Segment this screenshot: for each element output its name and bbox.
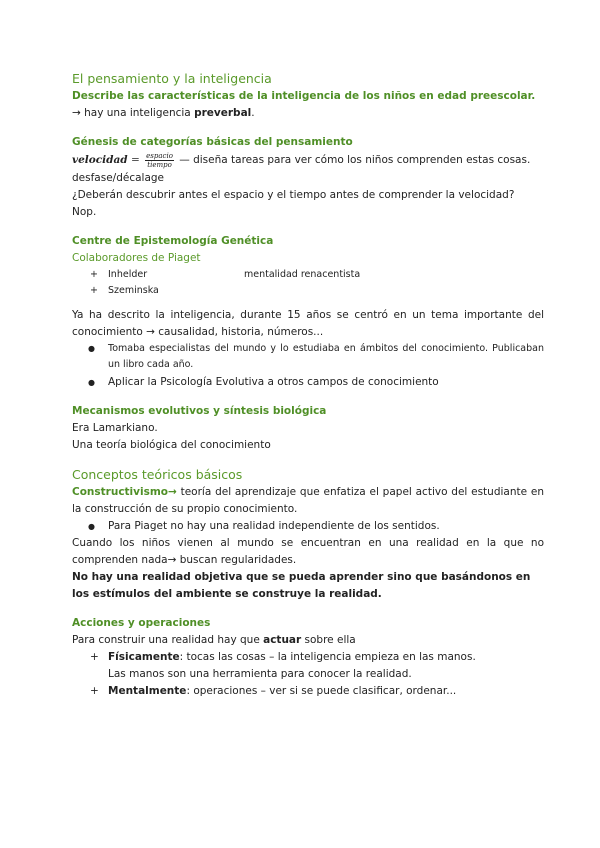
section-heading-acciones: Acciones y operaciones — [72, 617, 211, 629]
text-line: Nop. — [72, 206, 97, 218]
formula-fraction: $\frac{\text{espacio}}{\text{tiempo}}$ — [146, 151, 173, 169]
bullet-list — [72, 341, 544, 391]
list-item: ● Aplicar la Psicología Evolutiva a otros campos de conocimiento — [88, 376, 439, 388]
document-page — [72, 70, 544, 700]
list-item: ● Para Piaget no hay una realidad independiente de los sentidos. — [88, 520, 440, 532]
list-item: + Szeminska — [90, 285, 159, 296]
bold-paragraph: No hay una realidad objetiva que se pueda aprender sino que basándonos en los estímulos del ambiente se construye la realidad. — [72, 571, 531, 600]
list-item: + Físicamente: tocas las cosas – la inteligencia empieza en las manos. Las manos son una herramienta para conocer la realidad. — [90, 651, 476, 680]
list-item: ● Tomaba especialistas del mundo y lo estudiaba en ámbitos del conocimiento. Publicaban un libro cada año. — [88, 343, 544, 370]
text-line: Para construir una realidad hay que actuar sobre ella — [72, 634, 356, 646]
text-line: Era Lamarkiano. — [72, 422, 158, 434]
collaborators-list — [72, 267, 544, 299]
velocity-formula-line: velocidad = $\frac{\text{espacio}}{\text{tiempo}}$ — diseña tareas para ver cómo los niños comprenden estas cosas. — [72, 151, 531, 169]
list-item: + Mentalmente: operaciones – ver si se puede clasificar, ordenar... — [90, 685, 457, 697]
section-heading-genesis: Génesis de categorías básicas del pensamiento — [72, 136, 353, 148]
question-heading: Describe las características de la inteligencia de los niños en edad preescolar. — [72, 90, 536, 102]
document-title: El pensamiento y la inteligencia — [72, 71, 272, 86]
subheading-collaborators: Colaboradores de Piaget — [72, 252, 201, 264]
section-heading-mecanismos: Mecanismos evolutivos y síntesis biológica — [72, 405, 327, 417]
question-answer: → hay una inteligencia preverbal. — [72, 107, 255, 119]
actions-list — [72, 649, 544, 700]
text-line: desfase/décalage — [72, 172, 165, 184]
section-heading-centre: Centre de Epistemología Genética — [72, 235, 274, 247]
side-note: mentalidad renacentista — [244, 269, 361, 280]
formula-velocity: velocidad — [72, 154, 128, 166]
list-item: + Inhelder mentalidad renacentista — [72, 267, 544, 283]
text-line: Una teoría biológica del conocimiento — [72, 439, 271, 451]
constructivism-paragraph: Constructivismo→ teoría del aprendizaje que enfatiza el papel activo del estudiante en la construcción de su propio conocimiento. — [72, 486, 544, 515]
paragraph: Ya ha descrito la inteligencia, durante 15 años se centró en un tema importante del conocimiento → causalidad, historia, números... — [72, 309, 544, 338]
paragraph: Cuando los niños vienen al mundo se encuentran en una realidad en la que no comprenden nada→ buscan regularidades. — [72, 537, 544, 566]
text-line: ¿Deberán descubrir antes el espacio y el tiempo antes de comprender la velocidad? — [72, 189, 515, 201]
bullet-list — [72, 518, 544, 535]
section-title-conceptos: Conceptos teóricos básicos — [72, 467, 243, 482]
